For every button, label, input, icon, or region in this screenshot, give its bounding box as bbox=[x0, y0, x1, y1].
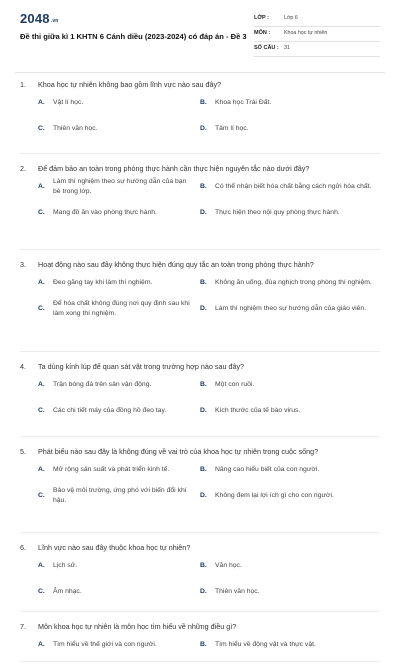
option-letter: B. bbox=[200, 561, 207, 569]
option-text: Âm nhạc. bbox=[53, 587, 82, 595]
option-letter: D. bbox=[200, 406, 207, 414]
meta-label: LỚP : bbox=[254, 15, 269, 21]
question-stem bbox=[20, 164, 380, 174]
answer-options bbox=[20, 457, 380, 509]
question-list bbox=[0, 80, 400, 672]
exam-title: Đề thi giữa kì 1 KHTN 6 Cánh diều (2023-2024) có đáp án - Đề 3 bbox=[20, 32, 247, 41]
answer-option[interactable] bbox=[200, 587, 380, 598]
option-letter: D. bbox=[200, 587, 207, 595]
answer-options bbox=[20, 90, 380, 142]
question-stem bbox=[20, 447, 380, 457]
option-letter: B. bbox=[200, 380, 207, 388]
meta-label: MÔN : bbox=[254, 30, 271, 36]
option-letter: B. bbox=[200, 640, 207, 648]
answer-options bbox=[20, 372, 380, 424]
answer-option[interactable] bbox=[200, 278, 380, 289]
option-letter: A. bbox=[38, 98, 45, 106]
answer-option[interactable] bbox=[20, 177, 200, 198]
option-text: Bảo vệ môi trường, ứng phó với biến đổi khí hậu. bbox=[53, 486, 187, 504]
question-text: Lĩnh vực nào sau đây thuộc khoa học tự nhiên? bbox=[38, 543, 191, 552]
option-letter: C. bbox=[38, 304, 45, 312]
answer-option[interactable] bbox=[20, 486, 200, 507]
option-text: Làm thí nghiệm theo sự hướng dẫn của giáo viên. bbox=[215, 304, 367, 312]
option-row bbox=[20, 398, 380, 424]
option-text: Tâm lí học. bbox=[215, 124, 249, 132]
answer-option[interactable] bbox=[20, 465, 200, 476]
answer-option[interactable] bbox=[20, 561, 200, 572]
meta-value: 31 bbox=[284, 45, 290, 51]
question-block bbox=[20, 622, 380, 662]
option-row bbox=[20, 200, 380, 226]
option-text: Có thể nhận biết hóa chất bằng cách ngửi hóa chất. bbox=[215, 182, 372, 190]
answer-option[interactable] bbox=[20, 587, 200, 598]
answer-option[interactable] bbox=[200, 406, 380, 417]
option-text: Tìm hiểu về thế giới và con người. bbox=[53, 640, 157, 648]
meta-row-class bbox=[254, 12, 380, 27]
option-row bbox=[20, 632, 380, 658]
option-letter: B. bbox=[200, 278, 207, 286]
answer-option[interactable] bbox=[200, 98, 380, 109]
option-letter: D. bbox=[200, 208, 207, 216]
answer-option[interactable] bbox=[200, 182, 380, 193]
question-number: 2. bbox=[20, 164, 26, 173]
option-text: Làm thí nghiệm theo sự hướng dẫn của bạn bè trong lớp. bbox=[53, 177, 187, 195]
meta-value: Khoa học tự nhiên bbox=[284, 30, 328, 36]
option-text: Khoa học Trái Đất. bbox=[215, 98, 272, 106]
option-text: Mở rộng sản suất và phát triển kinh tế. bbox=[53, 465, 170, 473]
option-text: Kích thước của tế bào virus. bbox=[215, 406, 301, 414]
question-number: 4. bbox=[20, 362, 26, 371]
question-text: Ta dùng kính lúp để quan sát vật trong trường hợp nào sau đây? bbox=[38, 362, 245, 371]
option-letter: A. bbox=[38, 561, 45, 569]
answer-option[interactable] bbox=[20, 640, 200, 651]
header bbox=[0, 0, 400, 60]
option-letter: D. bbox=[200, 124, 207, 132]
option-letter: C. bbox=[38, 587, 45, 595]
option-text: Một con ruồi. bbox=[215, 380, 255, 388]
answer-option[interactable] bbox=[20, 406, 200, 417]
question-text: Để đảm bảo an toàn trong phòng thực hành cần thực hiện nguyên tắc nào dưới đây? bbox=[38, 164, 310, 173]
option-letter: A. bbox=[38, 182, 45, 190]
answer-option[interactable] bbox=[200, 208, 380, 219]
option-row bbox=[20, 296, 380, 322]
option-text: Không đem lại lợi ích gì cho con người. bbox=[215, 491, 334, 499]
answer-option[interactable] bbox=[200, 465, 380, 476]
option-letter: D. bbox=[200, 491, 207, 499]
option-text: Văn học. bbox=[215, 561, 242, 569]
option-row bbox=[20, 483, 380, 509]
question-spacer bbox=[0, 352, 400, 362]
question-text: Hoạt động nào sau đây không thực hiện đúng quy tắc an toàn trong phòng thực hành? bbox=[38, 260, 314, 269]
question-text: Môn khoa học tự nhiên là môn học tìm hiểu về những điều gì? bbox=[38, 622, 237, 631]
answer-options bbox=[20, 632, 380, 658]
option-text: Tìm hiểu về động vật và thực vật. bbox=[215, 640, 316, 648]
option-text: Lịch sử. bbox=[53, 561, 78, 569]
option-text: Nâng cao hiểu biết của con người. bbox=[215, 465, 320, 473]
question-spacer bbox=[0, 612, 400, 622]
option-row bbox=[20, 90, 380, 116]
option-letter: A. bbox=[38, 278, 45, 286]
option-text: Thực hiện theo nội quy phòng thực hành. bbox=[215, 208, 340, 216]
question-number: 6. bbox=[20, 543, 26, 552]
answer-option[interactable] bbox=[200, 491, 380, 502]
question-block bbox=[20, 260, 380, 352]
answer-option[interactable] bbox=[20, 299, 200, 320]
question-block bbox=[20, 164, 380, 250]
answer-option[interactable] bbox=[20, 278, 200, 289]
option-row bbox=[20, 174, 380, 200]
option-letter: C. bbox=[38, 208, 45, 216]
question-number: 7. bbox=[20, 622, 26, 631]
question-spacer bbox=[0, 250, 400, 260]
answer-option[interactable] bbox=[200, 304, 380, 315]
option-row bbox=[20, 116, 380, 142]
option-letter: A. bbox=[38, 465, 45, 473]
question-block bbox=[20, 543, 380, 612]
option-row bbox=[20, 457, 380, 483]
answer-option[interactable] bbox=[200, 124, 380, 135]
question-number: 1. bbox=[20, 80, 26, 89]
question-block bbox=[20, 447, 380, 533]
question-block bbox=[20, 80, 380, 154]
answer-options bbox=[20, 174, 380, 226]
answer-option[interactable] bbox=[20, 208, 200, 219]
meta-value: Lớp 6 bbox=[284, 15, 298, 21]
option-text: Các chi tiết máy của đồng hồ đeo tay. bbox=[53, 406, 167, 414]
question-stem bbox=[20, 362, 380, 372]
answer-options bbox=[20, 553, 380, 605]
question-stem bbox=[20, 622, 380, 632]
question-spacer bbox=[0, 533, 400, 543]
option-letter: B. bbox=[200, 98, 207, 106]
option-letter: D. bbox=[200, 304, 207, 312]
question-text: Phát biểu nào sau đây là không đúng về vai trò của khoa học tự nhiên trong cuộc sống? bbox=[38, 447, 319, 456]
answer-option[interactable] bbox=[20, 124, 200, 135]
option-text: Thiên văn học. bbox=[53, 124, 98, 132]
meta-row-subject bbox=[254, 27, 380, 42]
option-text: Không ăn uống, đùa nghịch trong phòng thí nghiệm. bbox=[215, 278, 372, 286]
option-text: Trận bóng đá trên sân vận động. bbox=[53, 380, 152, 388]
option-row bbox=[20, 553, 380, 579]
header-divider bbox=[15, 72, 385, 73]
option-text: Đeo găng tay khi làm thí nghiệm. bbox=[53, 278, 153, 286]
option-text: Thiên văn học. bbox=[215, 587, 260, 595]
meta-label: SỐ CÂU : bbox=[254, 45, 279, 51]
answer-option[interactable] bbox=[20, 380, 200, 391]
answer-options bbox=[20, 270, 380, 322]
question-stem bbox=[20, 543, 380, 553]
question-number: 5. bbox=[20, 447, 26, 456]
site-logo[interactable]: $2048^{.vn}$ bbox=[20, 11, 59, 26]
option-text: Vật lí học. bbox=[53, 98, 84, 106]
option-row bbox=[20, 372, 380, 398]
question-stem bbox=[20, 80, 380, 90]
question-text: Khoa học tự nhiên không bao gồm lĩnh vực nào sau đây? bbox=[38, 80, 222, 89]
option-text: Để hóa chất không đúng nơi quy định sau khi làm xong thí nghiệm. bbox=[53, 299, 190, 317]
answer-option[interactable] bbox=[200, 640, 380, 651]
option-row bbox=[20, 579, 380, 605]
option-letter: C. bbox=[38, 491, 45, 499]
option-letter: C. bbox=[38, 124, 45, 132]
exam-meta bbox=[254, 12, 380, 57]
option-letter: A. bbox=[38, 640, 45, 648]
option-text: Mang đồ ăn vào phòng thực hành. bbox=[53, 208, 157, 216]
question-spacer bbox=[0, 662, 400, 672]
meta-row-count bbox=[254, 42, 380, 57]
question-number: 3. bbox=[20, 260, 26, 269]
question-spacer bbox=[0, 154, 400, 164]
question-spacer bbox=[0, 437, 400, 447]
option-letter: B. bbox=[200, 465, 207, 473]
question-stem bbox=[20, 260, 380, 270]
question-block bbox=[20, 362, 380, 437]
option-letter: C. bbox=[38, 406, 45, 414]
answer-option[interactable] bbox=[20, 98, 200, 109]
answer-option[interactable] bbox=[200, 561, 380, 572]
option-letter: A. bbox=[38, 380, 45, 388]
answer-option[interactable] bbox=[200, 380, 380, 391]
option-letter: B. bbox=[200, 182, 207, 190]
option-row bbox=[20, 270, 380, 296]
